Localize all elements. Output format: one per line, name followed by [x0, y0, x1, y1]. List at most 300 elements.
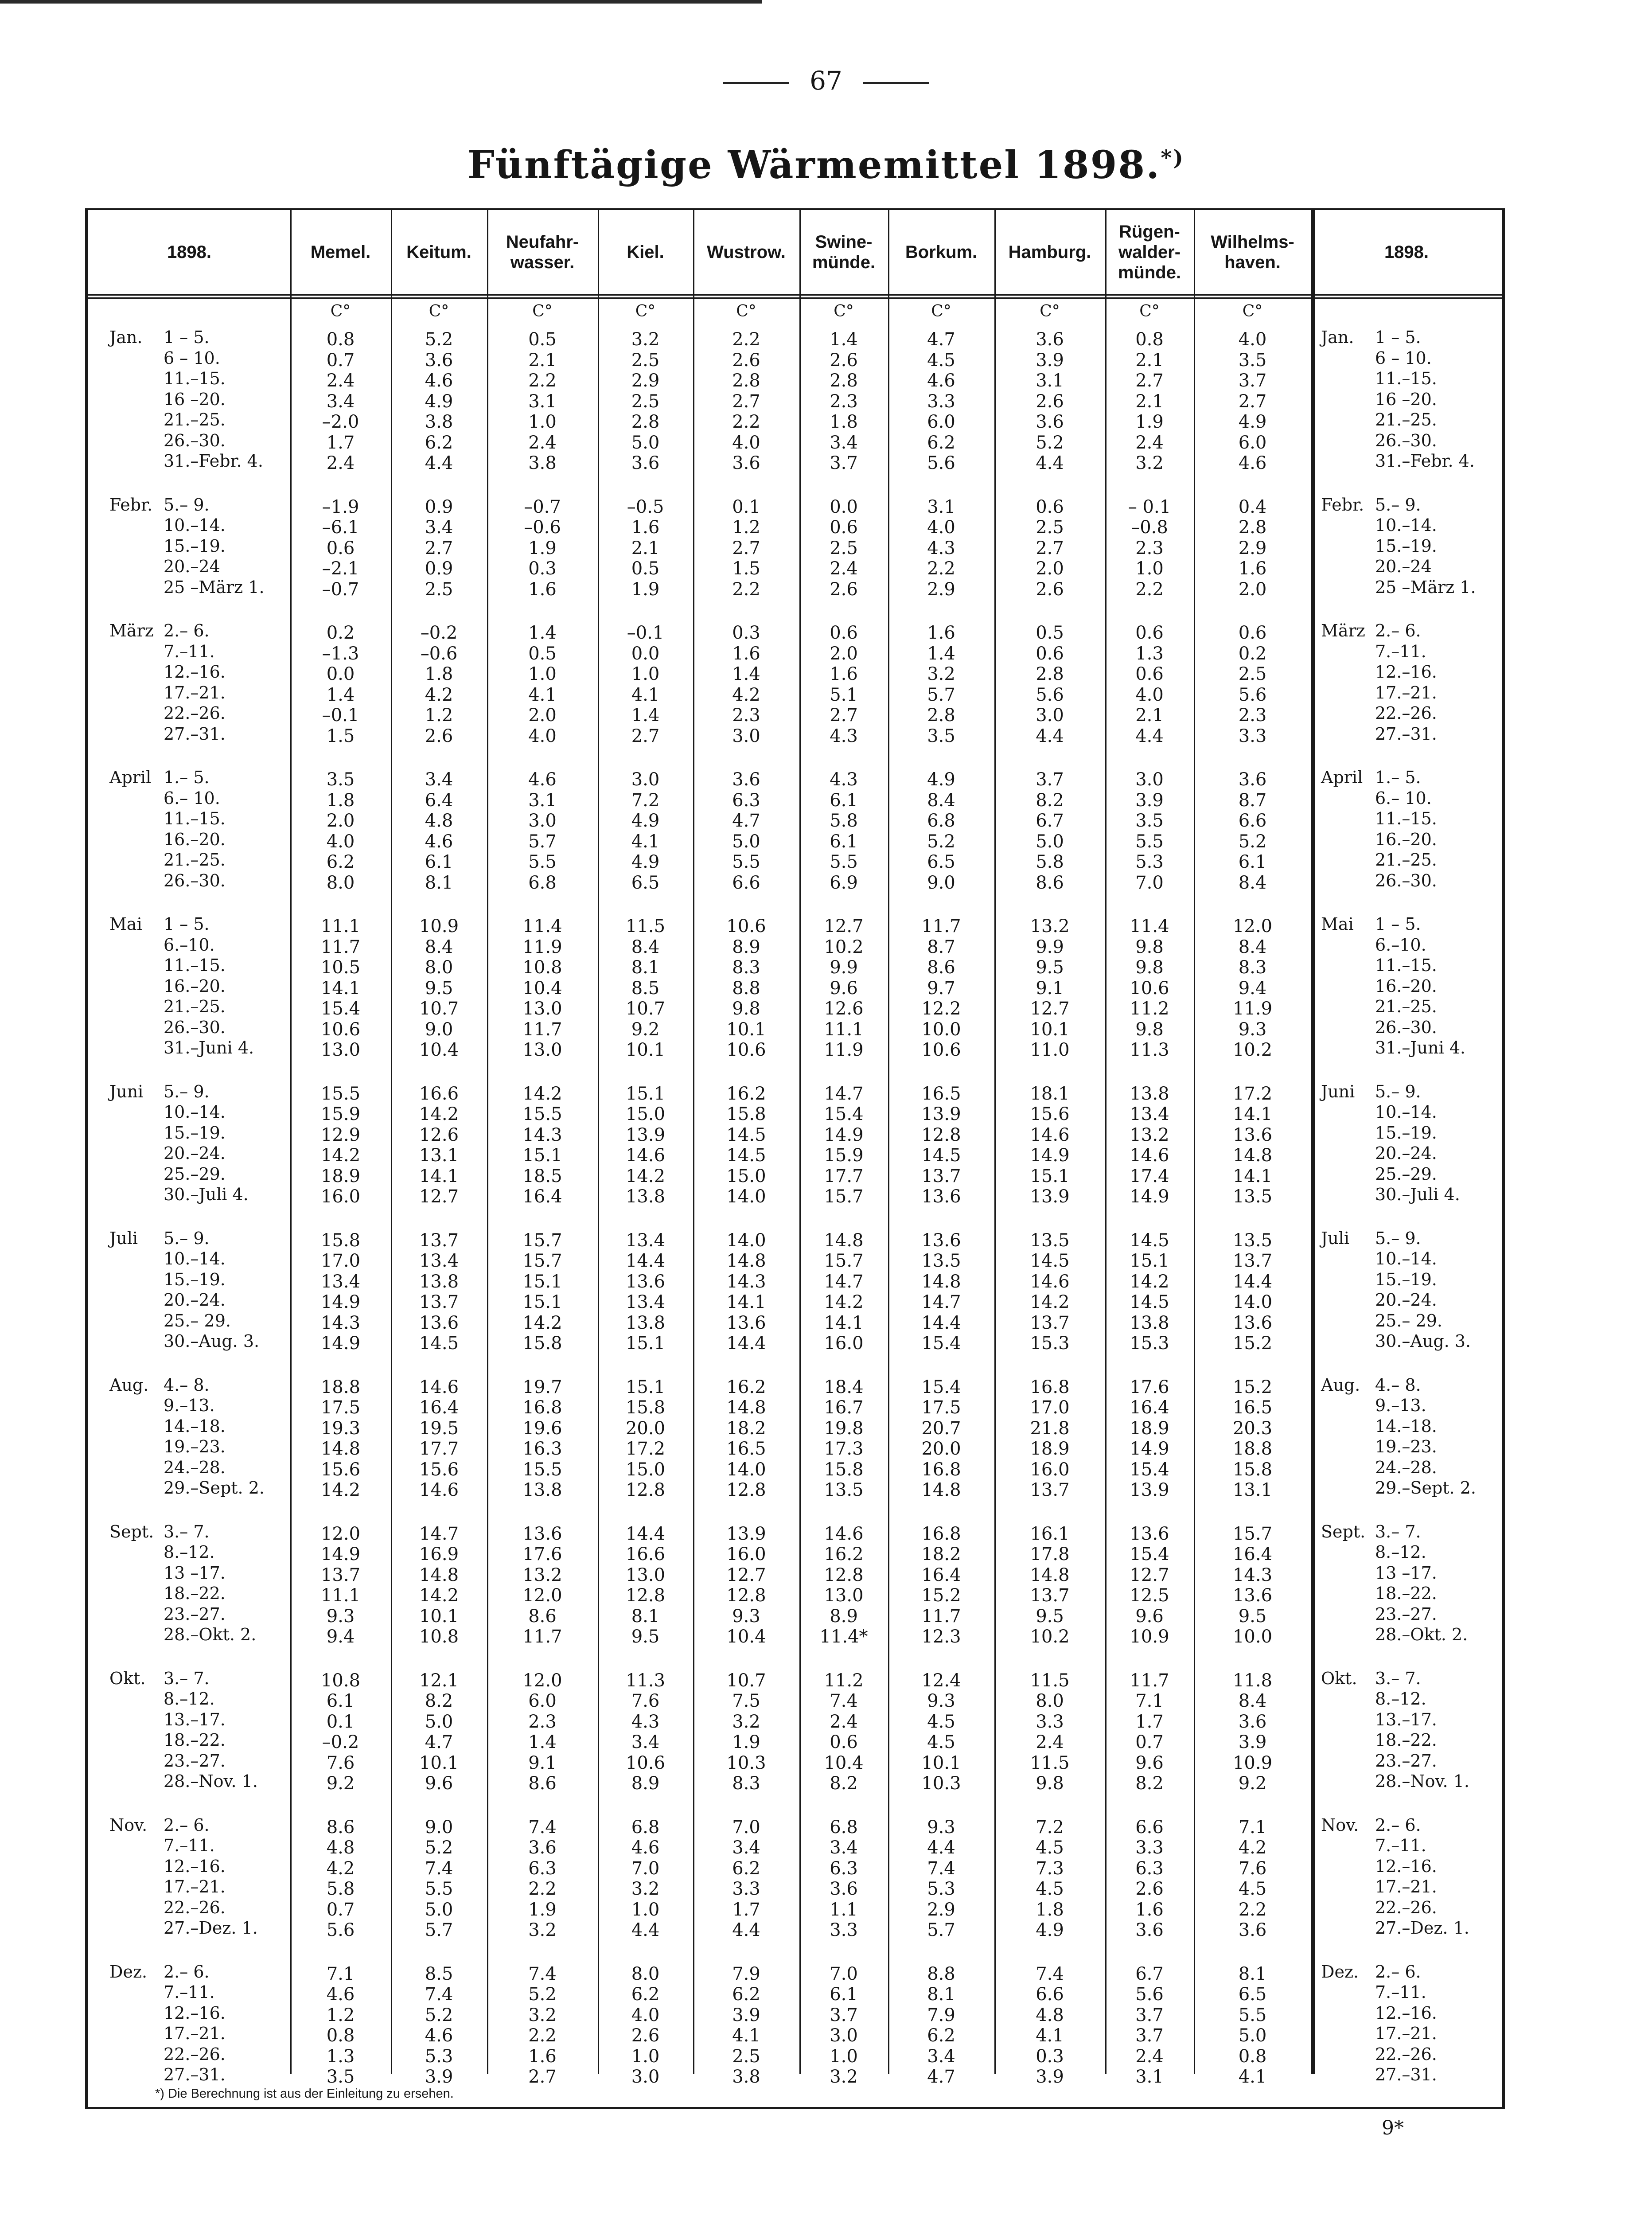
table-cell: 0.6 [830, 1732, 858, 1752]
table-cell: 5.5 [1135, 831, 1164, 852]
row-label [109, 830, 226, 849]
period-label: 16 –20. [164, 389, 226, 409]
table-cell: 1.6 [732, 643, 760, 664]
table-cell: 8.4 [425, 936, 453, 957]
footnote: *) Die Berechnung ist aus der Einleitung zu ersehen. [155, 2087, 454, 2101]
table-cell: 14.8 [726, 1397, 766, 1418]
table-cell: 10.4 [522, 978, 562, 999]
table-cell: 1.8 [425, 664, 453, 684]
period-label: 11.–15. [1375, 956, 1437, 975]
period-label: 31.–Febr. 4. [1375, 451, 1475, 471]
table-cell: 13.6 [921, 1230, 961, 1251]
table-cell: 12.8 [726, 1480, 766, 1500]
table-cell: 18.5 [522, 1166, 562, 1186]
table-cell: 16.6 [625, 1544, 666, 1564]
table-cell: 15.1 [625, 1333, 666, 1354]
table-cell: 10.8 [419, 1627, 459, 1647]
row-label [109, 451, 263, 471]
table-cell: 3.1 [927, 496, 955, 517]
table-cell: 10.7 [726, 1670, 766, 1691]
table-cell: 5.5 [732, 852, 760, 872]
table-cell: 16.2 [726, 1377, 766, 1397]
period-label: 15.–19. [164, 1123, 226, 1143]
row-label-right [1321, 997, 1437, 1016]
row-label [109, 1311, 231, 1330]
unit-label: C° [1139, 302, 1160, 320]
table-cell: 8.1 [1238, 1963, 1267, 1984]
table-cell: 3.2 [830, 2067, 858, 2087]
period-label: 20.–24. [164, 1290, 226, 1310]
table-cell: 6.9 [830, 872, 858, 893]
period-label: 12.–16. [164, 2003, 226, 2023]
table-cell: 15.7 [824, 1186, 864, 1207]
table-cell: 11.3 [625, 1670, 666, 1691]
table-cell: 9.8 [1036, 1773, 1064, 1794]
table-cell: 11.7 [320, 936, 361, 957]
table-cell: 5.0 [425, 1899, 453, 1920]
month-label: Dez. [109, 1962, 148, 1982]
table-cell: 1.9 [631, 579, 660, 600]
period-label: 12.–16. [1375, 2003, 1437, 2023]
table-cell: 2.4 [830, 1711, 858, 1732]
period-label: 21.–25. [164, 850, 226, 870]
period-label: 3.– 7. [1375, 1668, 1421, 1688]
table-cell: 3.1 [528, 391, 557, 412]
table-cell: 3.3 [1238, 726, 1267, 746]
table-cell: 3.2 [528, 1920, 557, 1940]
period-label: 23.–27. [1375, 1604, 1437, 1624]
table-cell: 7.2 [1036, 1817, 1064, 1838]
table-cell: 16.3 [522, 1439, 562, 1459]
period-label: 5.– 9. [164, 1228, 210, 1248]
row-label-right [1321, 1082, 1421, 1101]
row-label-right [1321, 1604, 1437, 1624]
table-cell: 11.8 [1232, 1670, 1273, 1691]
table-cell: 4.1 [1036, 2025, 1064, 2046]
table-cell: 3.2 [1135, 453, 1164, 473]
row-label [109, 1018, 226, 1037]
table-cell: 8.0 [425, 957, 453, 978]
table-cell: 2.2 [528, 2025, 557, 2046]
table-cell: 16.2 [824, 1544, 864, 1564]
table-cell: 8.2 [1135, 1773, 1164, 1794]
table-cell: 16.0 [320, 1186, 361, 1207]
table-cell: 3.9 [732, 2005, 760, 2025]
table-cell: 13.8 [625, 1186, 666, 1207]
table-cell: 15.6 [419, 1459, 459, 1480]
table-cell: 7.4 [425, 1858, 453, 1879]
table-cell: 5.6 [326, 1920, 355, 1940]
table-cell: 16.9 [419, 1544, 459, 1564]
header-station: Swine- münde. [812, 232, 876, 272]
table-cell: 8.8 [927, 1963, 955, 1984]
table-cell: 6.0 [528, 1691, 557, 1711]
period-label: 10.–14. [164, 1249, 226, 1268]
period-label: 3.– 7. [1375, 1522, 1421, 1541]
table-cell: 9.6 [1135, 1752, 1164, 1773]
row-label-right [1321, 1522, 1421, 1541]
table-cell: 15.5 [320, 1083, 361, 1104]
period-label: 22.–26. [164, 703, 226, 723]
table-cell: 16.4 [522, 1186, 562, 1207]
row-label [109, 1164, 226, 1184]
table-cell: 15.4 [320, 999, 361, 1019]
table-cell: 13.2 [1030, 916, 1070, 936]
table-cell: 4.6 [425, 2025, 453, 2046]
table-cell: 3.5 [326, 2067, 355, 2087]
table-cell: 4.4 [1036, 726, 1064, 746]
table-cell: 15.8 [1232, 1459, 1273, 1480]
table-cell: 2.4 [1036, 1732, 1064, 1752]
table-cell: 12.0 [522, 1670, 562, 1691]
row-label [109, 369, 226, 388]
period-label: 26.–30. [164, 430, 226, 450]
table-cell: 15.4 [1130, 1459, 1169, 1480]
table-cell: 4.9 [1036, 1920, 1064, 1940]
table-cell: 13.4 [625, 1292, 666, 1312]
table-cell: 13.6 [419, 1312, 459, 1333]
table-cell: 2.2 [732, 579, 760, 600]
table-cell: 14.3 [320, 1312, 361, 1333]
period-label: 30.–Juli 4. [164, 1185, 249, 1204]
table-cell: 1.7 [1135, 1711, 1164, 1732]
table-cell: 0.1 [326, 1711, 355, 1732]
period-label: 20.–24. [164, 1143, 226, 1163]
table-cell: 10.6 [921, 1040, 961, 1060]
table-cell: 12.6 [824, 999, 864, 1019]
table-cell: 4.2 [732, 684, 760, 705]
table-cell: 14.4 [625, 1251, 666, 1271]
table-cell: 14.6 [625, 1145, 666, 1166]
table-cell: 18.2 [726, 1418, 766, 1439]
table-cell: 3.6 [528, 1838, 557, 1858]
period-label: 31.–Juni 4. [1375, 1038, 1466, 1057]
row-label [109, 768, 210, 787]
table-cell: 3.4 [830, 1838, 858, 1858]
table-cell: 13.7 [419, 1292, 459, 1312]
table-cell: 3.6 [425, 350, 453, 371]
table-cell: 4.2 [326, 1858, 355, 1879]
table-cell: 10.0 [921, 1019, 961, 1040]
table-cell: 8.4 [631, 936, 660, 957]
table-cell: 13.6 [1232, 1124, 1273, 1145]
table-cell: 16.6 [419, 1083, 459, 1104]
table-cell: 4.7 [425, 1732, 453, 1752]
table-cell: 6.2 [927, 2025, 955, 2046]
table-cell: 8.4 [927, 790, 955, 811]
table-cell: 6.2 [326, 852, 355, 872]
header-station: Hamburg. [1008, 242, 1091, 262]
table-cell: 16.0 [726, 1544, 766, 1564]
row-label-right [1321, 1018, 1437, 1037]
table-cell: 14.1 [1232, 1166, 1273, 1186]
table-cell: 8.1 [425, 872, 453, 893]
table-cell: 0.0 [326, 664, 355, 684]
table-cell: 1.9 [528, 538, 557, 558]
table-cell: 13.5 [921, 1251, 961, 1271]
period-label: 17.–21. [1375, 2024, 1437, 2043]
period-label: 25 –März 1. [164, 577, 265, 597]
table-cell: –0.6 [420, 643, 458, 664]
table-cell: 4.5 [927, 1711, 955, 1732]
row-label [109, 724, 226, 744]
table-cell: 15.5 [522, 1104, 562, 1124]
table-cell: 14.8 [726, 1251, 766, 1271]
table-cell: 0.8 [326, 329, 355, 350]
header-station: Rügen- walder- münde. [1118, 222, 1181, 282]
table-cell: 4.6 [631, 1838, 660, 1858]
table-cell: 4.1 [631, 684, 660, 705]
table-cell: 10.1 [419, 1606, 459, 1627]
table-cell: 3.3 [830, 1920, 858, 1940]
table-cell: 2.8 [631, 412, 660, 432]
period-label: 25 –März 1. [1375, 577, 1476, 597]
row-label [109, 390, 226, 409]
unit-label: C° [330, 302, 351, 320]
table-cell: 10.6 [320, 1019, 361, 1040]
table-cell: 2.9 [1238, 538, 1267, 558]
table-cell: 11.2 [1130, 999, 1169, 1019]
table-cell: 1.0 [528, 412, 557, 432]
table-cell: 3.8 [528, 453, 557, 473]
table-cell: 1.6 [528, 579, 557, 600]
period-label: 18.–22. [1375, 1584, 1437, 1603]
table-cell: 8.6 [528, 1773, 557, 1794]
period-label: 8.–12. [164, 1689, 215, 1709]
table-cell: 4.9 [425, 391, 453, 412]
period-label: 12.–16. [164, 662, 226, 682]
row-label-right [1321, 1143, 1437, 1163]
table-cell: 9.0 [927, 872, 955, 893]
row-label-right [1321, 410, 1437, 429]
table-cell: 1.8 [830, 412, 858, 432]
table-cell: 7.1 [1135, 1691, 1164, 1711]
table-cell: 7.6 [1238, 1858, 1267, 1879]
table-cell: 3.7 [1036, 769, 1064, 790]
table-cell: 3.6 [631, 453, 660, 473]
table-cell: 3.0 [1036, 705, 1064, 726]
table-cell: 4.0 [1238, 329, 1267, 350]
table-cell: 8.1 [631, 957, 660, 978]
table-cell: 4.5 [1036, 1879, 1064, 1899]
table-cell: 1.6 [1135, 1899, 1164, 1920]
table-cell: 3.6 [1238, 769, 1267, 790]
table-cell: 13.8 [1130, 1083, 1169, 1104]
table-cell: 8.6 [326, 1817, 355, 1838]
table-cell: 4.7 [732, 811, 760, 831]
month-label: Mai [109, 914, 142, 934]
row-label [109, 1249, 226, 1268]
table-cell: 14.6 [419, 1480, 459, 1500]
table-cell: 4.7 [927, 2067, 955, 2087]
table-cell: 8.9 [732, 936, 760, 957]
period-label: 2.– 6. [1375, 1962, 1421, 1982]
table-cell: 14.8 [320, 1439, 361, 1459]
row-label-right [1321, 1771, 1469, 1791]
table-cell: 0.3 [732, 623, 760, 643]
table-cell: 6.6 [732, 872, 760, 893]
table-cell: 4.0 [732, 432, 760, 453]
table-cell: 1.4 [927, 643, 955, 664]
period-label: 31.–Juni 4. [164, 1038, 254, 1057]
table-cell: 10.4 [824, 1752, 864, 1773]
unit-label: C° [429, 302, 449, 320]
table-cell: 3.8 [425, 412, 453, 432]
table-cell: 11.0 [1030, 1040, 1070, 1060]
table-cell: 14.2 [522, 1083, 562, 1104]
table-cell: 4.9 [927, 769, 955, 790]
period-label: 6.– 10. [1375, 788, 1432, 808]
table-cell: 14.5 [1030, 1251, 1070, 1271]
table-cell: 6.1 [425, 852, 453, 872]
table-cell: 17.7 [419, 1439, 459, 1459]
table-cell: 14.7 [824, 1083, 864, 1104]
row-label-right [1321, 431, 1437, 450]
row-label-right [1321, 1458, 1437, 1477]
table-cell: 3.6 [1238, 1920, 1267, 1940]
period-label: 3.– 7. [164, 1668, 210, 1688]
table-cell: 8.0 [326, 872, 355, 893]
row-label [109, 2065, 226, 2084]
table-cell: 1.2 [425, 705, 453, 726]
table-cell: 9.0 [425, 1817, 453, 1838]
table-cell: 5.2 [1238, 831, 1267, 852]
table-cell: 15.7 [522, 1230, 562, 1251]
table-cell: 0.7 [326, 1899, 355, 1920]
table-cell: 9.5 [1036, 1606, 1064, 1627]
row-label [109, 1396, 215, 1415]
period-label: 7.–11. [164, 1982, 215, 2002]
table-cell: 12.8 [921, 1124, 961, 1145]
table-cell: 16.8 [921, 1459, 961, 1480]
table-cell: 11.5 [625, 916, 666, 936]
table-cell: 12.1 [419, 1670, 459, 1691]
table-cell: 15.2 [921, 1585, 961, 1606]
month-label: Aug. [1321, 1375, 1360, 1395]
table-cell: 1.8 [1036, 1899, 1064, 1920]
table-cell: 2.3 [830, 391, 858, 412]
row-label-right [1321, 369, 1437, 388]
row-label [109, 1375, 210, 1395]
table-cell: 16.4 [1232, 1544, 1273, 1564]
table-cell: 2.9 [927, 579, 955, 600]
table-cell: 2.3 [1238, 705, 1267, 726]
period-label: 2.– 6. [164, 621, 210, 640]
table-cell: 5.2 [528, 1984, 557, 2005]
row-label [109, 1082, 210, 1101]
table-cell: 5.7 [528, 831, 557, 852]
period-label: 8.–12. [164, 1542, 215, 1562]
period-label: 5.– 9. [1375, 1081, 1421, 1101]
period-label: 14.–18. [164, 1416, 226, 1436]
table-cell: 0.8 [1238, 2046, 1267, 2067]
row-label [109, 577, 265, 597]
row-label-right [1321, 1836, 1426, 1855]
month-label: Dez. [1321, 1962, 1359, 1982]
table-cell: 12.8 [824, 1564, 864, 1585]
unit-label: C° [635, 302, 656, 320]
row-label [109, 1437, 226, 1456]
table-cell: 0.9 [425, 558, 453, 579]
month-label: Febr. [109, 495, 153, 515]
table-cell: 9.7 [927, 978, 955, 999]
table-cell: 14.2 [1130, 1271, 1169, 1292]
row-label [109, 1522, 210, 1541]
table-cell: 6.1 [1238, 852, 1267, 872]
row-label [109, 1563, 226, 1583]
header-station: Borkum. [905, 242, 978, 262]
header-year-left: 1898. [167, 242, 212, 262]
table-cell: 1.6 [830, 664, 858, 684]
row-label [109, 642, 215, 661]
table-cell: 8.8 [732, 978, 760, 999]
table-cell: 13.4 [419, 1251, 459, 1271]
row-label [109, 1836, 215, 1855]
table-cell: 2.7 [528, 2067, 557, 2087]
table-cell: 7.0 [631, 1858, 660, 1879]
table-cell: 14.9 [320, 1333, 361, 1354]
table-cell: 9.2 [1238, 1773, 1267, 1794]
table-cell: 14.5 [726, 1145, 766, 1166]
table-cell: 0.5 [528, 329, 557, 350]
table-cell: 3.7 [830, 453, 858, 473]
table-cell: 1.4 [631, 705, 660, 726]
table-cell: 13.9 [921, 1104, 961, 1124]
table-cell: 16.7 [824, 1397, 864, 1418]
table-cell: 5.0 [1238, 2025, 1267, 2046]
table-cell: 17.4 [1130, 1166, 1169, 1186]
table-cell: 5.6 [927, 453, 955, 473]
period-label: 8.–12. [1375, 1689, 1426, 1709]
table-cell: 6.2 [732, 1984, 760, 2005]
table-cell: 2.7 [732, 391, 760, 412]
table-cell: 0.5 [528, 643, 557, 664]
period-label: 27.–31. [164, 2065, 226, 2084]
table-cell: 8.3 [1238, 957, 1267, 978]
table-cell: 8.0 [1036, 1691, 1064, 1711]
period-label: 23.–27. [164, 1604, 226, 1624]
period-label: 16.–20. [164, 976, 226, 996]
table-cell: 1.6 [927, 623, 955, 643]
table-cell: 4.6 [1238, 453, 1267, 473]
table-cell: 9.1 [1036, 978, 1064, 999]
period-label: 13.–17. [164, 1709, 226, 1729]
table-cell: –1.9 [322, 496, 359, 517]
table-cell: 3.4 [425, 769, 453, 790]
row-label [109, 662, 226, 682]
row-label [109, 1270, 226, 1289]
table-cell: 13.5 [1030, 1230, 1070, 1251]
table-cell: 14.2 [419, 1104, 459, 1124]
period-label: 19.–23. [164, 1437, 226, 1456]
table-cell: 2.4 [326, 371, 355, 391]
table-cell: 3.9 [1036, 350, 1064, 371]
table-cell: 3.9 [1135, 790, 1164, 811]
period-label: 13 –17. [1375, 1563, 1437, 1583]
row-label-right [1321, 1123, 1437, 1143]
table-cell: 14.5 [1130, 1292, 1169, 1312]
period-label: 17.–21. [1375, 1877, 1437, 1896]
table-cell: 14.6 [1130, 1145, 1169, 1166]
period-label: 21.–25. [1375, 410, 1437, 429]
table-cell: 20.0 [625, 1418, 666, 1439]
table-cell: –0.2 [420, 623, 458, 643]
table-cell: 7.4 [1036, 1963, 1064, 1984]
row-label-right [1321, 935, 1426, 955]
table-cell: 3.2 [631, 1879, 660, 1899]
table-cell: 2.0 [528, 705, 557, 726]
table-cell: 13.2 [522, 1564, 562, 1585]
